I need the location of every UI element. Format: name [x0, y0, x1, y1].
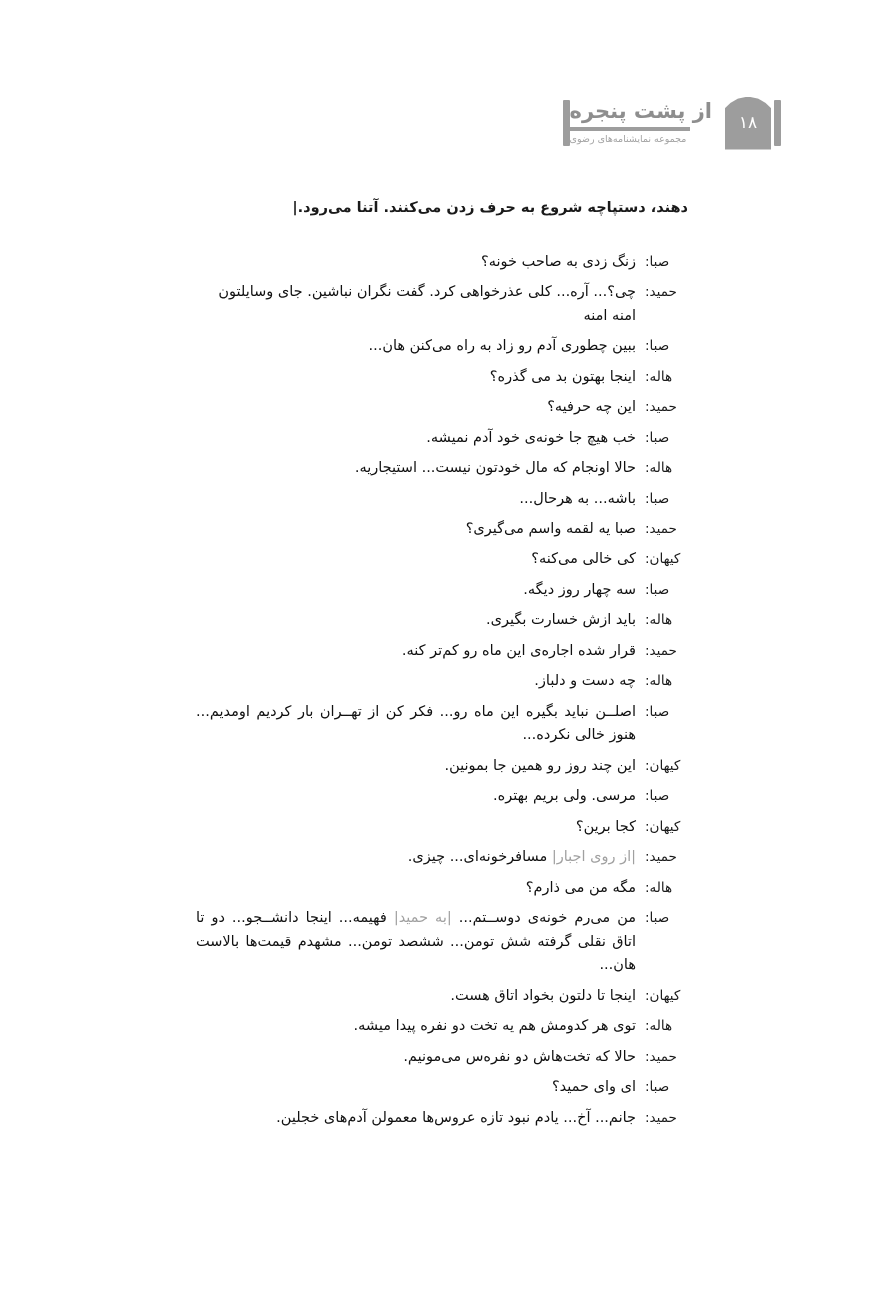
speaker-name: حمید: [645, 849, 677, 866]
book-series-subtitle: مجموعه نمایشنامه‌های رضوی [569, 134, 687, 146]
speaker-name: حمید: [645, 521, 677, 537]
book-title: از پشت پنجره [569, 99, 712, 124]
speech-text: مگه من می ذارم؟ [525, 879, 636, 896]
dialogue-line [196, 1076, 688, 1099]
dialogue-line [196, 907, 688, 977]
dialogue-line [196, 488, 688, 511]
dialogue-line [196, 609, 688, 632]
speech-text: قرار شده اجاره‌ی این ماه رو کم‌تر کنه. [401, 642, 636, 659]
speaker-name: هاله: [645, 612, 673, 629]
speaker-name: هاله: [645, 368, 673, 385]
masthead-rule-right-icon [774, 100, 781, 146]
speech-text: زنگ زدی به صاحب خونه؟ [481, 253, 636, 270]
speaker-name: حمید: [645, 642, 677, 659]
speech-text: اینجا بهتون بد می گذره؟ [489, 368, 636, 385]
speaker-name: حمید: [645, 284, 677, 301]
inline-stage-direction: |به حمید| [393, 910, 452, 927]
speech-text [196, 846, 636, 869]
page-number: ۱۸ [738, 112, 758, 133]
speaker-name: صبا: [645, 1079, 670, 1096]
speaker-name: هاله: [645, 1018, 673, 1035]
dialogue-line [196, 670, 688, 693]
masthead-rule-left-icon [563, 100, 570, 146]
speaker-name: کیهان: [645, 987, 681, 1004]
speaker-name: کیهان: [645, 757, 681, 774]
speech-text: ای وای حمید؟ [551, 1079, 636, 1096]
dialogue-list [196, 251, 688, 1131]
speech-text: توی هر کدومش هم یه تخت دو نفره پیدا میشه. [353, 1018, 636, 1035]
speaker-name: صبا: [645, 788, 670, 805]
speech-text: چه دست و دلباز. [534, 673, 636, 690]
dialogue-line [196, 640, 688, 663]
speaker-name: هاله: [645, 673, 673, 690]
dialogue-line [196, 846, 688, 869]
speaker-name: هاله: [645, 460, 673, 477]
speech-text: اصلــن نباید بگیره این ماه رو... فکر کن از تهــران بار کردیم اومدیم... هنوز خالی نکرده... [196, 703, 636, 744]
speaker-name: صبا: [645, 910, 670, 927]
speaker-name: صبا: [645, 338, 670, 355]
speech-text: باشه... به هرحال... [519, 490, 636, 507]
dialogue-line [196, 1015, 688, 1038]
speech-fragment: مسافرخونه‌ای... چیزی. [407, 849, 552, 866]
speech-text: خب هیچ جا خونه‌ی خود آدم نمیشه. [426, 429, 636, 446]
dialogue-line [196, 701, 688, 748]
speaker-name: حمید: [645, 399, 677, 416]
speech-text: حالا اونجام که مال خودتون نیست... استیجاریه. [354, 460, 636, 477]
dialogue-line [196, 877, 688, 900]
speech-text: ببین چطوری آدم رو زاد به راه می‌کنن هان... [368, 338, 636, 355]
speech-fragment: من می‌رم خونه‌ی دوســتم... [451, 910, 637, 927]
speech-text: کی خالی می‌کنه؟ [531, 551, 636, 568]
stage-direction-continuation: دهند، دستپاچه شروع به حرف زدن می‌کنند. آتنا می‌رود.| [292, 200, 688, 216]
speech-text: مرسی. ولی بریم بهتره. [493, 788, 636, 805]
speaker-name: حمید: [645, 1048, 677, 1065]
dialogue-line [196, 1046, 688, 1069]
dialogue-line [196, 335, 688, 358]
dialogue-line [196, 396, 688, 419]
speech-text [196, 907, 636, 977]
speech-text: حالا که تخت‌هاش دو نفره‌س می‌مونیم. [403, 1048, 636, 1065]
speaker-name: کیهان: [645, 818, 681, 835]
speaker-name: هاله: [645, 879, 673, 896]
speaker-name: صبا: [645, 429, 670, 446]
dialogue-line [196, 1107, 688, 1130]
page-number-badge [725, 97, 771, 150]
dialogue-line [196, 427, 688, 450]
dialogue-line [196, 755, 688, 778]
page-content [196, 196, 688, 1137]
dialogue-line [196, 579, 688, 602]
page-masthead [563, 92, 783, 154]
speaker-name: صبا: [645, 490, 670, 507]
speaker-name: حمید: [645, 1109, 677, 1126]
dialogue-line [196, 457, 688, 480]
speech-text: این چه حرفیه؟ [547, 399, 636, 416]
speech-text: کجا برین؟ [575, 818, 636, 835]
inline-stage-direction: |از روی اجبار| [551, 849, 636, 866]
speech-text: سه چهار روز دیگه. [523, 581, 636, 598]
dialogue-line [196, 985, 688, 1008]
speech-text: چی؟... آره... کلی عذرخواهی کرد. گفت نگران نباشین. جای وسایلتون امنه امنه [218, 284, 636, 324]
speech-text: باید ازش خسارت بگیری. [485, 612, 636, 629]
speech-text: این چند روز رو همین جا بمونین. [444, 757, 636, 774]
dialogue-line [196, 548, 688, 571]
speech-text: اینجا تا دلتون بخواد اتاق هست. [450, 987, 636, 1004]
masthead-text-block [570, 99, 716, 146]
dialogue-line [196, 816, 688, 839]
dialogue-line [196, 785, 688, 808]
speaker-name: کیهان: [645, 551, 681, 568]
speech-text: جانم... آخ... یادم نبود تازه عروس‌ها معمولن آدم‌های خجلین. [276, 1109, 636, 1126]
speaker-name: صبا: [645, 581, 670, 598]
speaker-name: صبا: [645, 253, 670, 270]
speaker-name: صبا: [645, 703, 670, 720]
masthead-divider [570, 127, 690, 131]
dialogue-line [196, 518, 688, 541]
speech-fragment: فهیمه... اینجا دانشــجو... دو تا اتاق نقلی گرفته شش تومن... ششصد تومن... مشهدم قیمت‌ها بالاست هان... [196, 910, 636, 974]
dialogue-line [196, 251, 688, 274]
dialogue-line [196, 366, 688, 389]
dialogue-line [196, 281, 688, 328]
speech-text: صبا یه لقمه واسم می‌گیری؟ [465, 521, 636, 537]
